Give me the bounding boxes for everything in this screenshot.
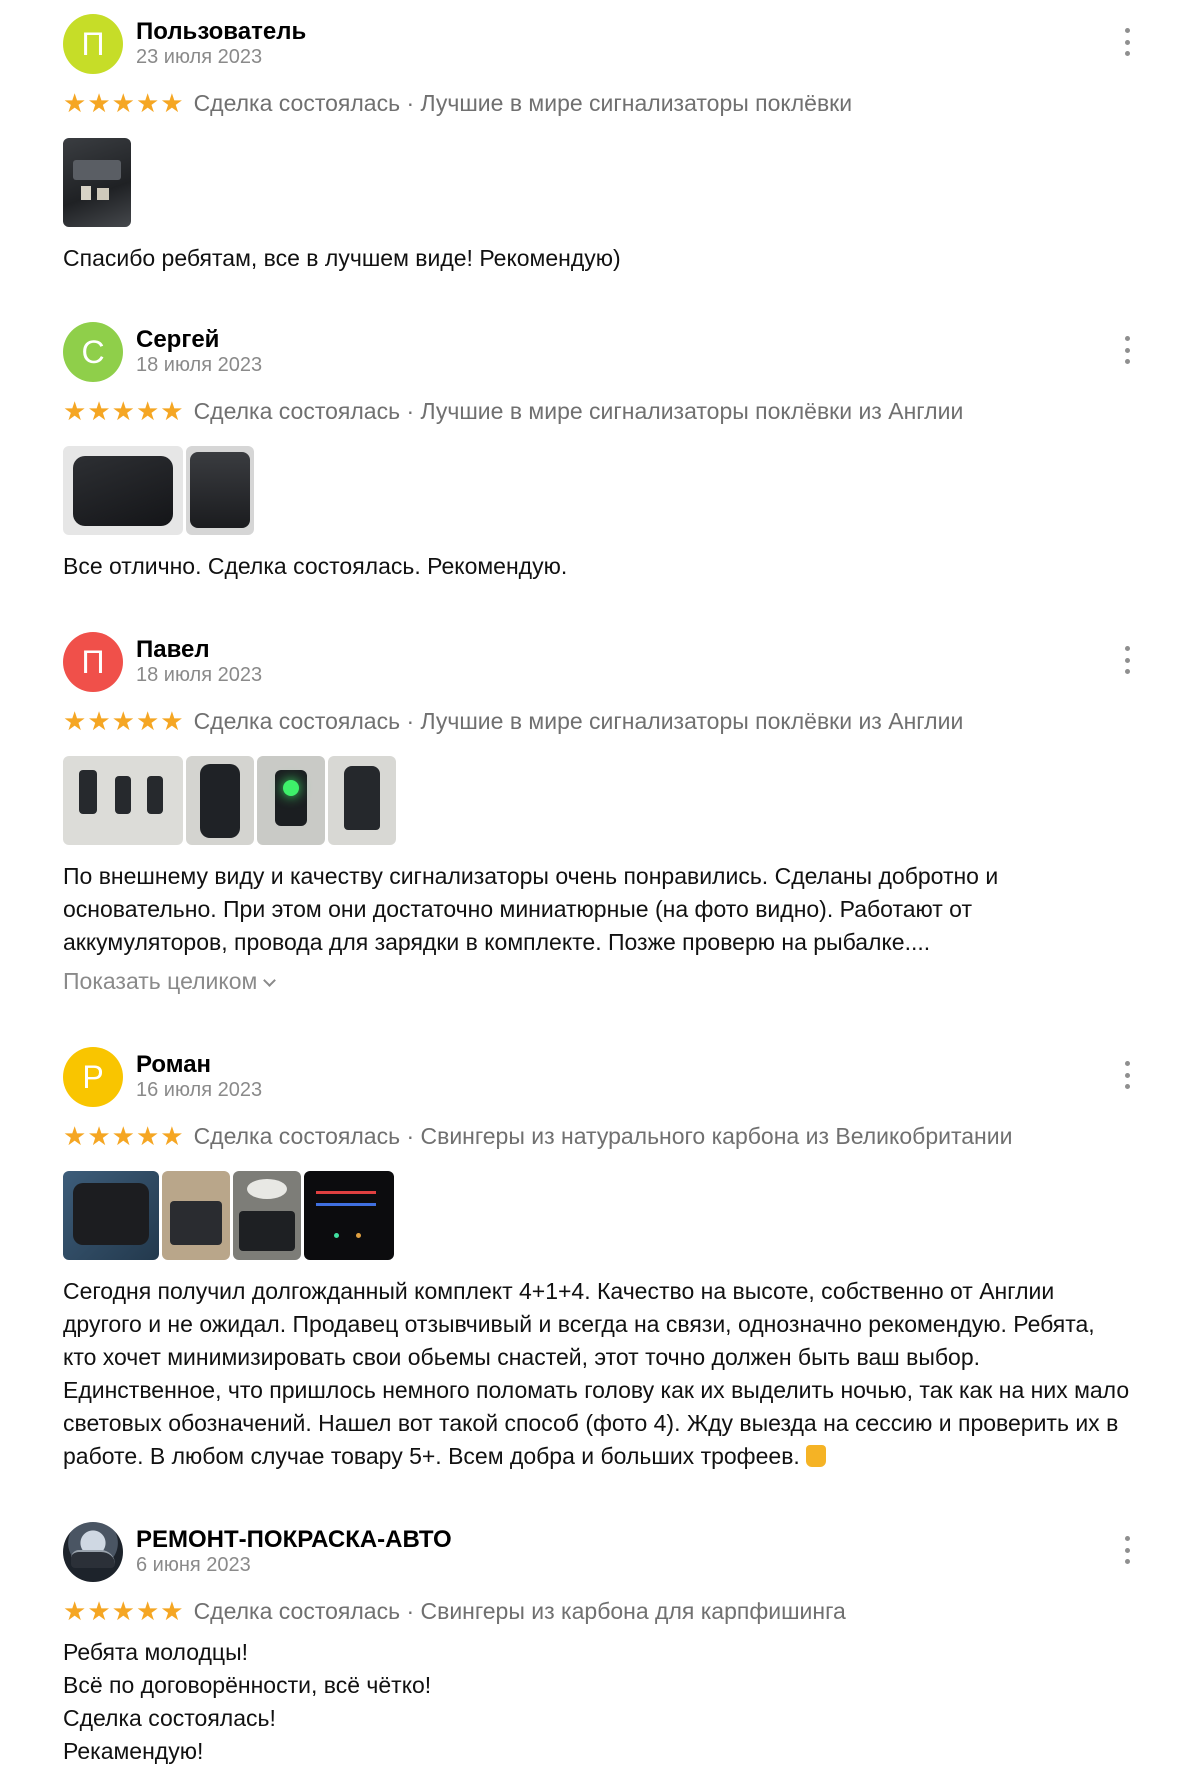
avatar[interactable]: П — [63, 14, 123, 74]
review-meta — [63, 1123, 1012, 1150]
review-text-line: Рекамендую! — [63, 1738, 204, 1764]
review-text: Спасибо ребятам, все в лучшем виде! Рекомендую) — [63, 245, 621, 271]
review-text-line: Всё по договорённости, всё чётко! — [63, 1672, 432, 1698]
review-text: Все отлично. Сделка состоялась. Рекомендую. — [63, 553, 568, 579]
review-text-line-content: работе. В любом случае товару 5+. Всем добра и больших трофеев. — [63, 1443, 800, 1469]
rating-stars — [63, 88, 184, 119]
star-icon: ★ — [160, 88, 184, 119]
review-date: 18 июля 2023 — [136, 354, 263, 376]
star-icon: ★ — [160, 1596, 184, 1627]
review-text-line: Единственное, что пришлось немного поломать голову как их выделить ночью, так как на них мало — [63, 1377, 1130, 1403]
avatar[interactable]: П — [63, 632, 123, 692]
review-photos — [63, 756, 396, 845]
review-photo-thumbnail[interactable] — [63, 138, 131, 227]
star-icon: ★ — [63, 706, 87, 737]
avatar[interactable]: Р — [63, 1047, 123, 1107]
star-icon: ★ — [63, 396, 87, 427]
rating-stars — [63, 396, 184, 427]
deal-status-and-listing: Сделка состоялась · Лучшие в мире сигнализаторы поклёвки — [193, 90, 853, 116]
review-text-line: световых обозначений. Нашел вот такой способ (фото 4). Жду выезда на сессию и проверить их в — [63, 1410, 1119, 1436]
review-photo-thumbnail[interactable] — [186, 756, 254, 845]
review-text-line: Сегодня получил долгожданный комплект 4+1+4. Качество на высоте, собственно от Англии — [63, 1278, 1055, 1304]
review-text — [63, 1636, 1143, 1768]
more-options-icon[interactable] — [1120, 336, 1134, 364]
chevron-down-icon — [263, 974, 276, 987]
review-date: 18 июля 2023 — [136, 664, 263, 686]
thumbs-up-icon — [806, 1445, 826, 1467]
star-icon: ★ — [111, 706, 135, 737]
star-icon: ★ — [63, 88, 87, 119]
review-text-line: По внешнему виду и качеству сигнализаторы очень понравились. Сделаны добротно и — [63, 863, 999, 889]
more-options-icon[interactable] — [1120, 1536, 1134, 1564]
show-more-label: Показать целиком — [63, 968, 258, 994]
star-icon: ★ — [160, 706, 184, 737]
reviewer-name[interactable]: Роман — [136, 1051, 212, 1078]
review-meta — [63, 398, 963, 425]
star-icon: ★ — [87, 706, 111, 737]
review-text — [63, 860, 1143, 959]
review-text-line: Сделка состоялась! — [63, 1705, 276, 1731]
more-options-icon[interactable] — [1120, 1061, 1134, 1089]
deal-status-and-listing: Сделка состоялась · Лучшие в мире сигнализаторы поклёвки из Англии — [193, 398, 964, 424]
review-photo-thumbnail[interactable] — [186, 446, 254, 535]
review-photo-thumbnail[interactable] — [328, 756, 396, 845]
star-icon: ★ — [87, 1596, 111, 1627]
review-date: 6 июня 2023 — [136, 1554, 251, 1576]
star-icon: ★ — [160, 396, 184, 427]
rating-stars — [63, 1121, 184, 1152]
review-text-line: аккумуляторов, провода для зарядки в комплекте. Позже проверю на рыбалке.... — [63, 929, 931, 955]
star-icon: ★ — [160, 1121, 184, 1152]
star-icon: ★ — [111, 88, 135, 119]
review-meta — [63, 708, 963, 735]
rating-stars — [63, 1596, 184, 1627]
review-date: 23 июля 2023 — [136, 46, 263, 68]
review-photos — [63, 1171, 394, 1260]
star-icon: ★ — [135, 1596, 160, 1627]
review-text-line: другого и не ожидал. Продавец отзывчивый и всегда на связи, однозначно рекомендую. Ребята, — [63, 1311, 1095, 1337]
deal-status-and-listing: Сделка состоялась · Свингеры из карбона для карпфишинга — [193, 1598, 846, 1624]
star-icon: ★ — [63, 1121, 87, 1152]
star-icon: ★ — [87, 88, 111, 119]
star-icon: ★ — [63, 1596, 87, 1627]
review-photo-thumbnail[interactable] — [63, 1171, 159, 1260]
review-photo-thumbnail[interactable] — [63, 756, 183, 845]
review-photos — [63, 138, 131, 227]
more-options-icon[interactable] — [1120, 28, 1134, 56]
star-icon: ★ — [111, 1121, 135, 1152]
rating-stars — [63, 706, 184, 737]
review-text-line: Ребята молодцы! — [63, 1639, 249, 1665]
star-icon: ★ — [87, 1121, 111, 1152]
review-meta — [63, 1598, 846, 1625]
review-text-line: основательно. При этом они достаточно миниатюрные (на фото видно). Работают от — [63, 896, 973, 922]
review-text — [63, 1275, 1143, 1473]
review-photo-thumbnail[interactable] — [162, 1171, 230, 1260]
review-photo-thumbnail[interactable] — [257, 756, 325, 845]
reviewer-name[interactable]: Пользователь — [136, 18, 307, 45]
star-icon: ★ — [135, 706, 160, 737]
more-options-icon[interactable] — [1120, 646, 1134, 674]
star-icon: ★ — [87, 396, 111, 427]
star-icon: ★ — [135, 88, 160, 119]
star-icon: ★ — [111, 1596, 135, 1627]
avatar[interactable] — [63, 1522, 123, 1582]
review-date: 16 июля 2023 — [136, 1079, 263, 1101]
deal-status-and-listing: Сделка состоялась · Лучшие в мире сигнализаторы поклёвки из Англии — [193, 708, 964, 734]
show-more-link[interactable] — [63, 968, 274, 995]
reviewer-name[interactable]: РЕМОНТ-ПОКРАСКА-АВТО — [136, 1526, 452, 1553]
review-meta — [63, 90, 852, 117]
review-text-line: кто хочет минимизировать свои обьемы снастей, этот точно должен быть ваш выбор. — [63, 1344, 981, 1370]
review-photos — [63, 446, 254, 535]
deal-status-and-listing: Сделка состоялась · Свингеры из натурального карбона из Великобритании — [193, 1123, 1013, 1149]
reviewer-name[interactable]: Павел — [136, 636, 210, 663]
review-photo-thumbnail[interactable] — [63, 446, 183, 535]
star-icon: ★ — [135, 1121, 160, 1152]
star-icon: ★ — [111, 396, 135, 427]
review-photo-thumbnail[interactable] — [304, 1171, 394, 1260]
review-photo-thumbnail[interactable] — [233, 1171, 301, 1260]
review-text-line — [63, 1440, 1143, 1473]
avatar[interactable]: С — [63, 322, 123, 382]
reviewer-name[interactable]: Сергей — [136, 326, 220, 353]
star-icon: ★ — [135, 396, 160, 427]
